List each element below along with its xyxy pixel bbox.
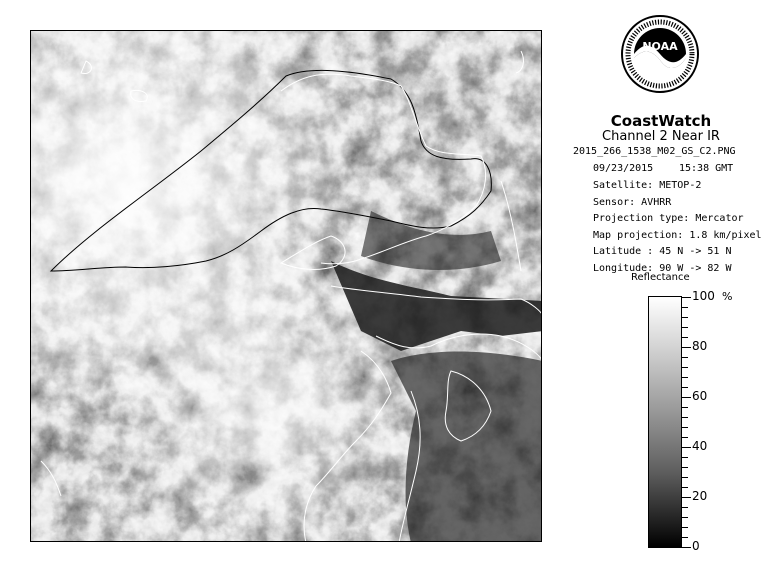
colorbar-tick [682, 337, 688, 338]
colorbar-tick [682, 307, 688, 308]
satellite-image-canvas [31, 31, 542, 542]
colorbar-label: 100 [692, 289, 715, 303]
colorbar-tick [682, 547, 691, 548]
colorbar [648, 296, 682, 548]
colorbar-tick [682, 447, 691, 448]
colorbar-tick [682, 497, 691, 498]
colorbar-title: Reflectance [631, 272, 690, 283]
file-name: 2015_266_1538_M02_GS_C2.PNG [573, 146, 736, 157]
colorbar-tick [682, 527, 688, 528]
colorbar-tick [682, 387, 688, 388]
acquisition-time: 15:38 GMT [679, 163, 734, 174]
latitude-info: Latitude : 45 N -> 51 N [593, 246, 732, 257]
colorbar-tick [682, 367, 688, 368]
colorbar-tick [682, 317, 688, 318]
colorbar-tick [682, 297, 691, 298]
sensor-info: Sensor: AVHRR [593, 197, 672, 208]
colorbar-tick [682, 507, 688, 508]
colorbar-tick [682, 417, 688, 418]
colorbar-tick [682, 457, 688, 458]
noaa-logo [620, 14, 700, 94]
colorbar-label: 40 [692, 439, 708, 453]
colorbar-tick [682, 517, 688, 518]
colorbar-tick [682, 427, 688, 428]
colorbar-label: 60 [692, 389, 708, 403]
acquisition-date: 09/23/2015 [593, 163, 654, 174]
colorbar-unit: % [722, 290, 733, 303]
colorbar-tick [682, 407, 688, 408]
noaa-logo-text: NOAA [642, 40, 678, 53]
product-title: CoastWatch [610, 112, 712, 130]
colorbar-tick [682, 487, 688, 488]
lake-huron-water [391, 352, 542, 542]
colorbar-tick [682, 537, 688, 538]
longitude-info: Longitude: 90 W -> 82 W [593, 263, 732, 274]
projection-type-info: Projection type: Mercator [593, 213, 744, 224]
colorbar-tick [682, 347, 691, 348]
satellite-image [30, 30, 542, 542]
colorbar-label: 0 [692, 539, 700, 553]
colorbar-tick [682, 437, 688, 438]
colorbar-tick [682, 467, 688, 468]
colorbar-tick [682, 357, 688, 358]
colorbar-tick [682, 477, 688, 478]
colorbar-label: 80 [692, 339, 708, 353]
colorbar-tick [682, 397, 691, 398]
channel-subtitle: Channel 2 Near IR [602, 129, 720, 144]
satellite-info: Satellite: METOP-2 [593, 180, 702, 191]
colorbar-label: 20 [692, 489, 708, 503]
colorbar-tick [682, 377, 688, 378]
map-projection-info: Map projection: 1.8 km/pixel [593, 230, 762, 241]
colorbar-tick [682, 327, 688, 328]
